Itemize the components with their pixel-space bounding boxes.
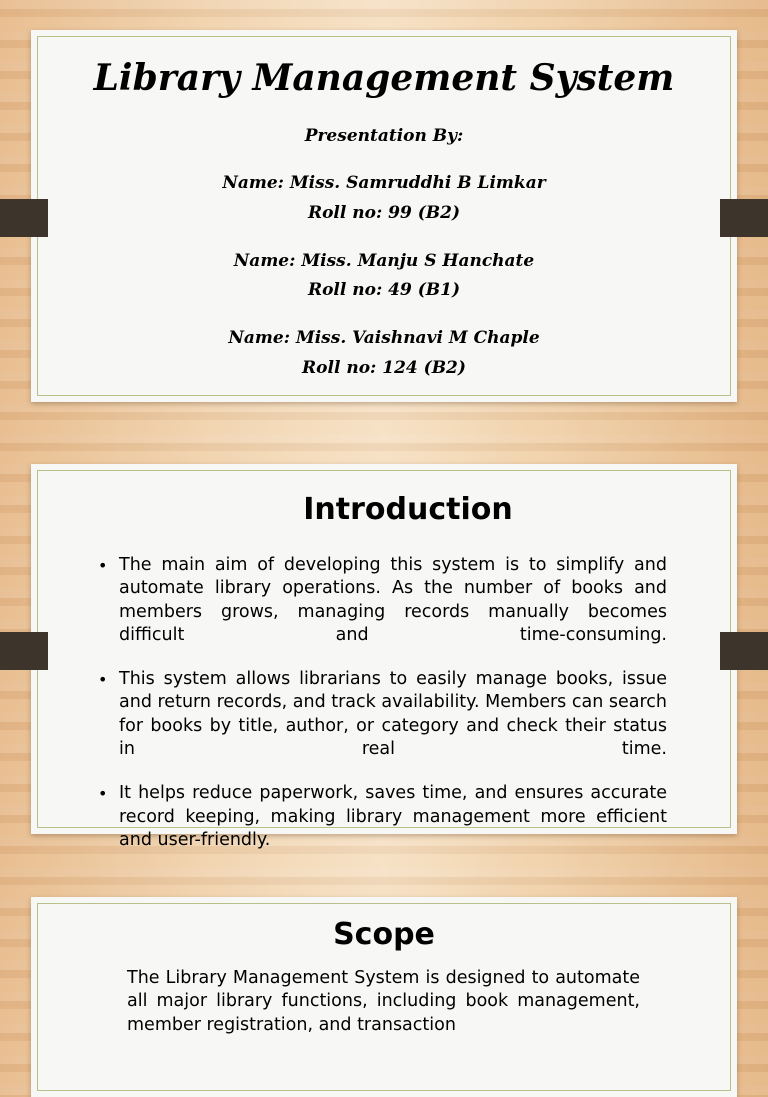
slide-tab-right: [720, 632, 768, 670]
presenter-2-name: Name: Miss. Manju S Hanchate: [233, 251, 535, 271]
bullet-icon: •: [98, 670, 108, 690]
presenter-1-roll: Roll no: 99 (B2): [307, 203, 461, 223]
presenter-1-name: Name: Miss. Samruddhi B Limkar: [222, 173, 546, 193]
bullet-icon: •: [98, 556, 108, 575]
bullet-text: The main aim of developing this system is to simplify and automate library operations. As the number of books and members grows, managing records manually becomes difficult and time-consuming.: [119, 555, 667, 645]
slide-title: Library Management System: [93, 57, 675, 99]
list-item: [98, 782, 667, 852]
presenter-3-name: Name: Miss. Vaishnavi M Chaple: [228, 328, 540, 348]
slide-tab-left: [0, 199, 48, 237]
list-item: [98, 668, 667, 761]
list-item: [98, 554, 667, 647]
scope-heading: Scope: [333, 917, 435, 952]
bullet-text: This system allows librarians to easily manage books, issue and return records, and track availability. Members can search for books by title, author, or category and check their status in real time.: [119, 669, 667, 760]
scope-paragraph: The Library Management System is designed to automate all major library functions, including book management, member registration, and transaction: [127, 968, 640, 1035]
scope-slide: [31, 897, 737, 1097]
slide-tab-right: [720, 199, 768, 237]
introduction-slide: [31, 464, 737, 850]
bullet-icon: •: [98, 784, 108, 804]
introduction-heading: Introduction: [303, 492, 513, 527]
presentation-by-label: Presentation By:: [304, 126, 464, 146]
slide-tab-left: [0, 632, 48, 670]
title-slide: [31, 30, 737, 402]
presenter-3-roll: Roll no: 124 (B2): [302, 358, 466, 378]
introduction-bullet-list: [98, 554, 667, 873]
presenter-2-roll: Roll no: 49 (B1): [307, 280, 461, 300]
bullet-text: It helps reduce paperwork, saves time, and ensures accurate record keeping, making library management more efficient and user-friendly.: [119, 783, 667, 850]
